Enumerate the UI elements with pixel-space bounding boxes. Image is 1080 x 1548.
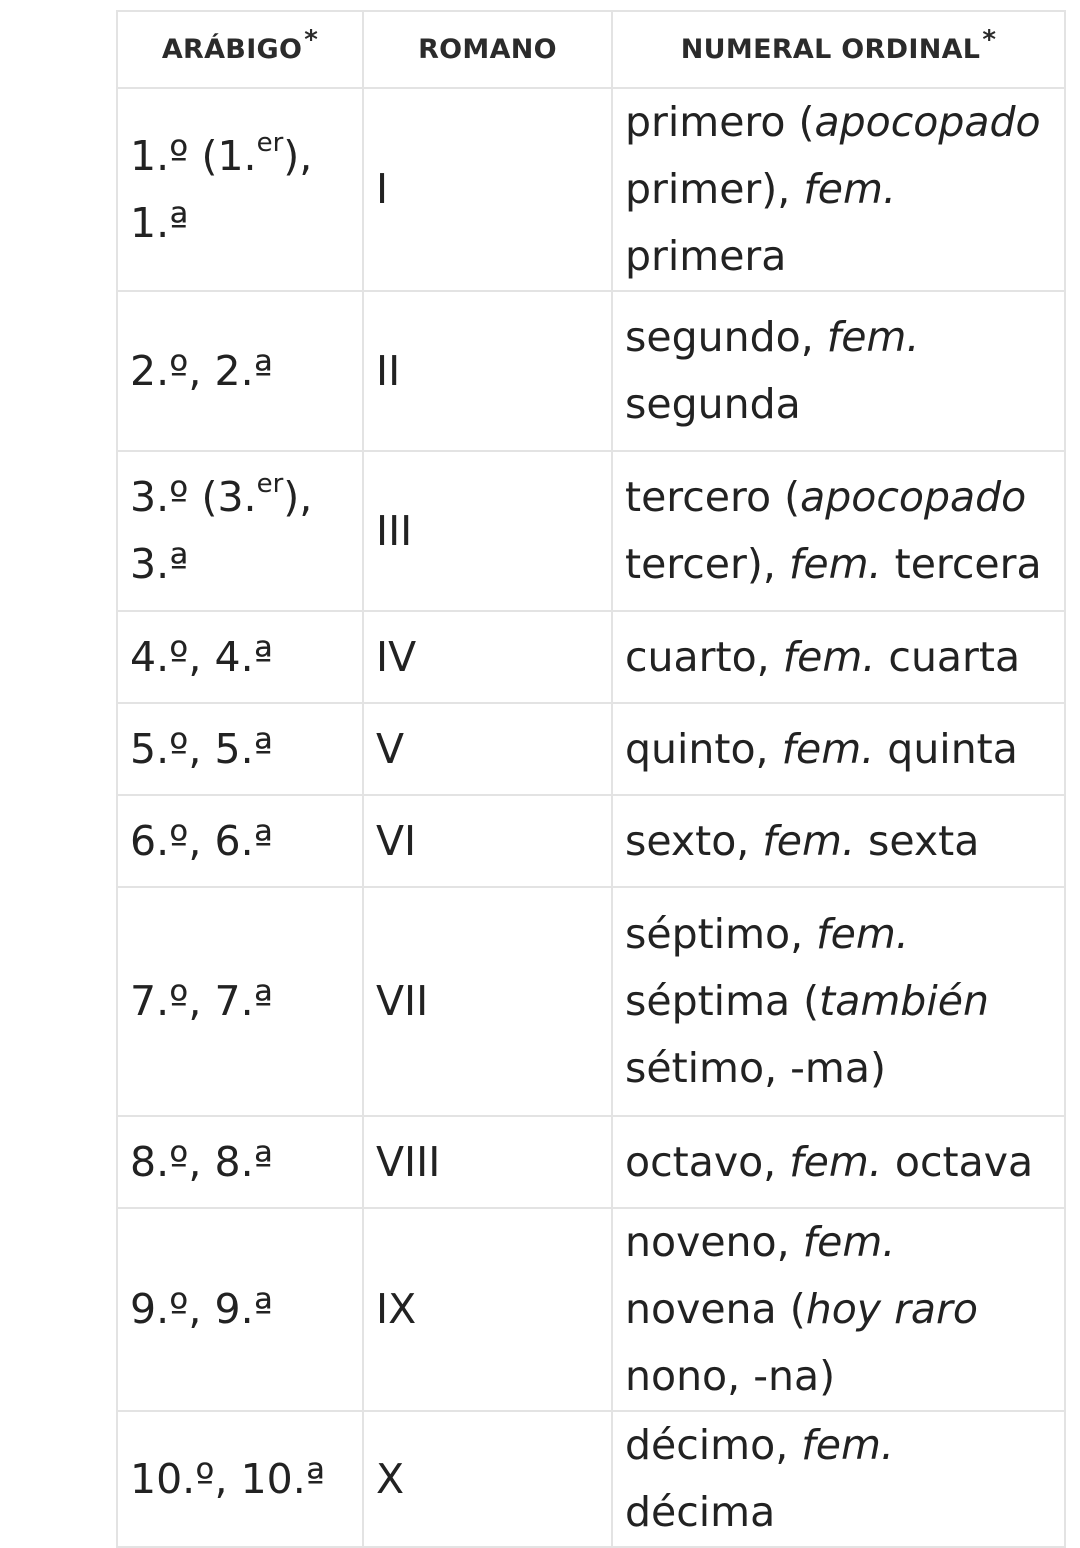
- text-run: 6.º, 6.ª: [130, 816, 273, 865]
- header-ordinal-label: NUMERAL ORDINAL: [680, 34, 981, 65]
- text-run: tercera: [881, 540, 1042, 588]
- italic-text: apocopado: [800, 473, 1027, 521]
- table-row: [117, 88, 1065, 291]
- text-run: primer),: [625, 165, 804, 213]
- cell-arabic: [117, 1411, 363, 1547]
- cell-arabic: [117, 291, 363, 451]
- text-run: 2.º, 2.ª: [130, 346, 273, 395]
- cell-roman: VI: [363, 795, 612, 887]
- text-run: octavo,: [625, 1137, 790, 1186]
- italic-text: fem.: [782, 632, 876, 681]
- table-row: [117, 795, 1065, 887]
- table-row: [117, 451, 1065, 611]
- cell-ordinal: [612, 291, 1065, 451]
- italic-text: fem.: [826, 313, 920, 361]
- text-run: tercer),: [625, 540, 789, 588]
- italic-text: fem.: [788, 540, 882, 588]
- text-run: 9.º, 9.ª: [130, 1285, 273, 1333]
- text-run: ), 1.ª: [130, 131, 313, 247]
- cell-ordinal: [612, 451, 1065, 611]
- cell-roman: IV: [363, 611, 612, 703]
- table-row: [117, 887, 1065, 1116]
- cell-ordinal: [612, 795, 1065, 887]
- italic-text: fem.: [816, 910, 909, 958]
- text-run: quinto,: [625, 724, 782, 773]
- text-run: octava: [881, 1137, 1034, 1186]
- italic-text: fem.: [789, 1137, 882, 1186]
- header-roman-label: ROMANO: [418, 34, 557, 65]
- header-arabic-label: ARÁBIGO: [161, 34, 303, 65]
- cell-arabic: [117, 88, 363, 291]
- text-run: décima: [625, 1488, 776, 1536]
- cell-roman: II: [363, 291, 612, 451]
- text-run: noveno,: [625, 1218, 803, 1266]
- text-run: nono, -na): [625, 1352, 836, 1400]
- header-ordinal-asterisk: *: [982, 25, 997, 55]
- cell-roman: VII: [363, 887, 612, 1116]
- cell-roman: X: [363, 1411, 612, 1547]
- text-run: primero (: [625, 98, 815, 146]
- text-run: segunda: [625, 380, 801, 428]
- italic-text: también: [819, 977, 989, 1025]
- text-run: cuarto,: [625, 632, 783, 681]
- text-run: cuarta: [875, 632, 1021, 681]
- cell-ordinal: [612, 703, 1065, 795]
- text-run: 1.º (1.: [130, 131, 257, 180]
- text-run: 8.º, 8.ª: [130, 1137, 273, 1186]
- table-row: [117, 1411, 1065, 1547]
- cell-arabic: [117, 1208, 363, 1411]
- cell-arabic: [117, 887, 363, 1116]
- text-run: 7.º, 7.ª: [130, 977, 273, 1025]
- superscript-text: er: [256, 127, 284, 158]
- text-run: tercero (: [625, 473, 801, 521]
- table-header: [117, 11, 1065, 88]
- cell-ordinal: [612, 1411, 1065, 1547]
- cell-arabic: [117, 703, 363, 795]
- italic-text: fem.: [801, 1421, 894, 1469]
- text-run: 10.º, 10.ª: [130, 1454, 326, 1503]
- text-run: séptima (: [625, 977, 820, 1025]
- cell-roman: VIII: [363, 1116, 612, 1208]
- header-arabic-asterisk: *: [304, 25, 319, 55]
- text-run: novena (: [625, 1285, 806, 1333]
- italic-text: fem.: [802, 1218, 896, 1266]
- header-ordinal: [612, 11, 1065, 88]
- italic-text: fem.: [803, 165, 896, 213]
- text-run: 3.º (3.: [130, 473, 257, 521]
- text-run: primera: [625, 232, 787, 280]
- superscript-text: er: [256, 469, 284, 500]
- italic-text: fem.: [762, 816, 855, 865]
- cell-ordinal: [612, 887, 1065, 1116]
- cell-arabic: [117, 451, 363, 611]
- text-run: sétimo, -ma): [625, 1044, 886, 1092]
- text-run: segundo,: [625, 313, 827, 361]
- cell-arabic: [117, 1116, 363, 1208]
- italic-text: hoy raro: [805, 1285, 978, 1333]
- table-row: [117, 291, 1065, 451]
- cell-ordinal: [612, 611, 1065, 703]
- text-run: décimo,: [625, 1421, 802, 1469]
- cell-arabic: [117, 611, 363, 703]
- text-run: ), 3.ª: [130, 473, 313, 588]
- cell-ordinal: [612, 88, 1065, 291]
- italic-text: fem.: [781, 724, 875, 773]
- text-run: quinta: [874, 724, 1018, 773]
- header-row: [117, 11, 1065, 88]
- cell-roman: IX: [363, 1208, 612, 1411]
- ordinal-numbers-table: [116, 10, 1066, 1548]
- text-run: 5.º, 5.ª: [130, 724, 273, 773]
- header-roman: [363, 11, 612, 88]
- table-row: [117, 1116, 1065, 1208]
- header-arabic: [117, 11, 363, 88]
- cell-roman: V: [363, 703, 612, 795]
- table-row: [117, 703, 1065, 795]
- text-run: sexto,: [625, 816, 763, 865]
- table-body: [117, 88, 1065, 1547]
- cell-roman: III: [363, 451, 612, 611]
- text-run: séptimo,: [625, 910, 817, 958]
- cell-roman: I: [363, 88, 612, 291]
- table-row: [117, 611, 1065, 703]
- cell-arabic: [117, 795, 363, 887]
- cell-ordinal: [612, 1208, 1065, 1411]
- italic-text: apocopado: [814, 98, 1041, 146]
- table-row: [117, 1208, 1065, 1411]
- text-run: 4.º, 4.ª: [130, 632, 273, 681]
- text-run: sexta: [855, 816, 980, 865]
- cell-ordinal: [612, 1116, 1065, 1208]
